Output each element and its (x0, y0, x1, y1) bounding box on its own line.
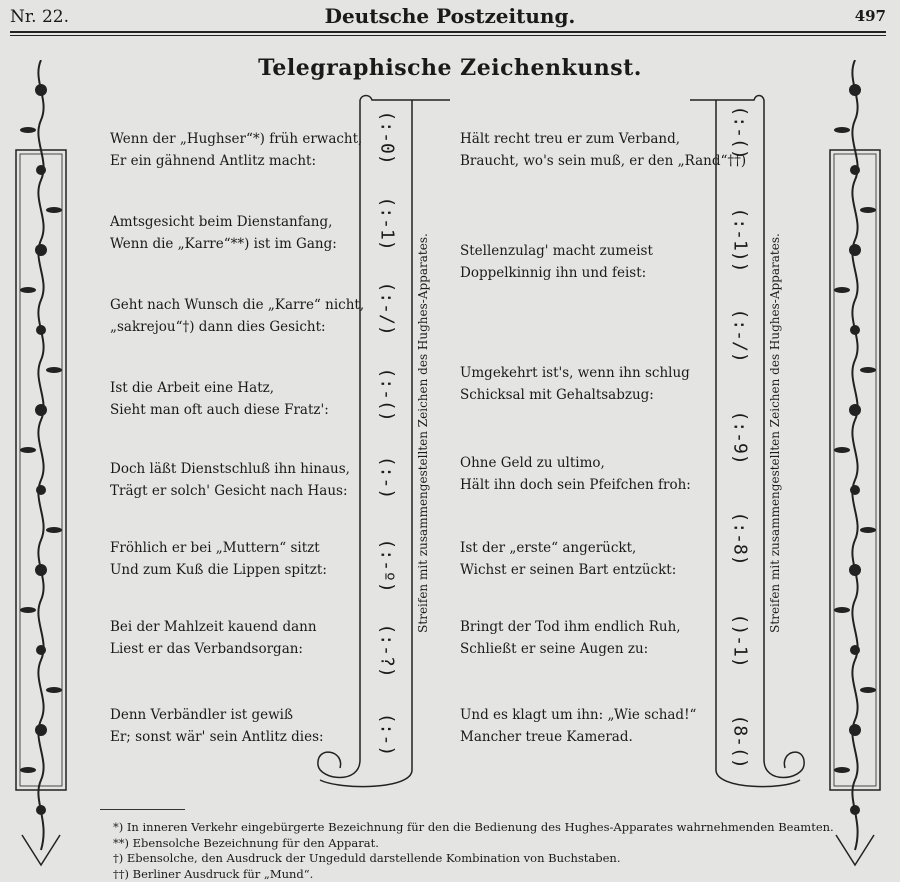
verse-line: Und es klagt um ihn: „Wie schad!“ (460, 707, 697, 723)
verse-line: Ist die Arbeit eine Hatz, (110, 380, 275, 396)
verse-line: Und zum Kuß die Lippen spitzt: (110, 562, 327, 578)
footnote: *) In inneren Verkehr eingebürgerte Bezeichnung für den die Bedienung des Hughes-Apparates wahrnehmenden Beamten. (113, 820, 834, 834)
verse-line: Bringt der Tod ihm endlich Ruh, (460, 619, 681, 635)
verse-line: Fröhlich er bei „Muttern“ sitzt (110, 540, 320, 556)
header-rule (10, 31, 886, 33)
left-strip-label: Streifen mit zusammengestellten Zeichen des Hughes-Apparates. (416, 233, 430, 633)
page-number: 497 (854, 7, 886, 25)
verse-line: Mancher treue Kamerad. (460, 729, 633, 745)
strip-code: (:-() (729, 105, 751, 160)
strip-code: (:-0) (376, 110, 398, 165)
strip-code: (:-?) (376, 623, 398, 679)
strip-code: (:-9) (729, 410, 751, 465)
poem-title: Telegraphische Zeichenkunst. (258, 55, 642, 81)
right-strip-label: Streifen mit zusammengestellten Zeichen des Hughes-Apparates. (768, 233, 782, 633)
strip-code: ()-1) (729, 613, 751, 668)
verse-line: Geht nach Wunsch die „Karre“ nicht, (110, 297, 365, 313)
issue-number: Nr. 22. (10, 7, 69, 27)
right-verse-2 (460, 240, 653, 284)
footnote: **) Ebensolche Bezeichnung für den Apparat. (113, 835, 379, 850)
verse-line: Wichst er seinen Bart entzückt: (460, 562, 677, 578)
left-verse-7 (110, 616, 317, 660)
verse-line: Schließt er seine Augen zu: (460, 641, 649, 657)
verse-line: Braucht, wo's sein muß, er den „Rand“††) (460, 153, 747, 169)
footnote: ††) Berliner Ausdruck für „Mund“. (113, 866, 314, 881)
verse-line: Hält recht treu er zum Verband, (460, 131, 681, 147)
verse-line: Trägt er solch' Gesicht nach Haus: (110, 483, 348, 499)
verse-line: Amtsgesicht beim Dienstanfang, (110, 214, 333, 230)
verse-line: Sieht man oft auch diese Fratz': (110, 402, 329, 418)
strip-code: (:-) (376, 712, 398, 757)
verse-line: Er; sonst wär' sein Antlitz dies: (110, 729, 324, 745)
verse-line: „sakrejou“†) dann dies Gesicht: (110, 319, 326, 335)
strip-code: (:-/) (376, 281, 398, 336)
verse-line: Liest er das Verbandsorgan: (110, 641, 303, 657)
verse-line: Umgekehrt ist's, wenn ihn schlug (460, 365, 690, 381)
strip-code: (:-) (376, 456, 398, 500)
left-floral-border (12, 60, 70, 870)
verse-line: Doppelkinnig ihn und feist: (460, 265, 647, 281)
verse-line: Doch läßt Dienstschluß ihn hinaus, (110, 461, 350, 477)
right-verse-5 (460, 537, 676, 581)
verse-line: Wenn die „Karre“**) ist im Gang: (110, 236, 337, 252)
right-verse-6 (460, 616, 681, 660)
strip-code: (:-1)) (729, 207, 751, 273)
verse-line: Schicksal mit Gehaltsabzug: (460, 387, 654, 403)
right-strip-codes (715, 105, 765, 769)
strip-code: (:-() (376, 367, 398, 422)
verse-line: Wenn der „Hughser“*) früh erwacht, (110, 131, 363, 147)
journal-title: Deutsche Postzeitung. (324, 4, 576, 28)
footnote-rule (100, 809, 185, 810)
right-verse-7 (460, 704, 696, 748)
verse-line: Er ein gähnend Antlitz macht: (110, 153, 317, 169)
right-verse-4 (460, 452, 691, 496)
page-header (0, 0, 900, 40)
right-telegraph-strip (690, 90, 820, 800)
left-verse-6 (110, 537, 327, 581)
strip-code: (:-1) (376, 196, 398, 251)
footnote: †) Ebensolche, den Ausdruck der Ungeduld darstellende Kombination von Buchstaben. (113, 851, 621, 865)
right-floral-border (826, 60, 884, 870)
left-verse-4 (110, 377, 329, 421)
strip-code: (8-() (729, 714, 751, 769)
left-strip-codes (362, 110, 412, 757)
footnotes (113, 820, 834, 882)
right-verse-3 (460, 362, 690, 406)
verse-line: Denn Verbändler ist gewiß (110, 707, 294, 723)
verse-line: Bei der Mahlzeit kauend dann (110, 619, 317, 635)
strip-code: (:-º) (376, 538, 398, 593)
left-verse-8 (110, 704, 324, 748)
verse-line: Stellenzulag' macht zumeist (460, 243, 653, 259)
header-rule-thin (10, 35, 886, 36)
verse-line: Ist der „erste“ angerückt, (460, 540, 637, 556)
strip-code: (:-/) (729, 308, 751, 363)
verse-line: Hält ihn doch sein Pfeifchen froh: (460, 477, 691, 493)
strip-code: (:-8) (729, 511, 751, 566)
verse-line: Ohne Geld zu ultimo, (460, 455, 605, 471)
